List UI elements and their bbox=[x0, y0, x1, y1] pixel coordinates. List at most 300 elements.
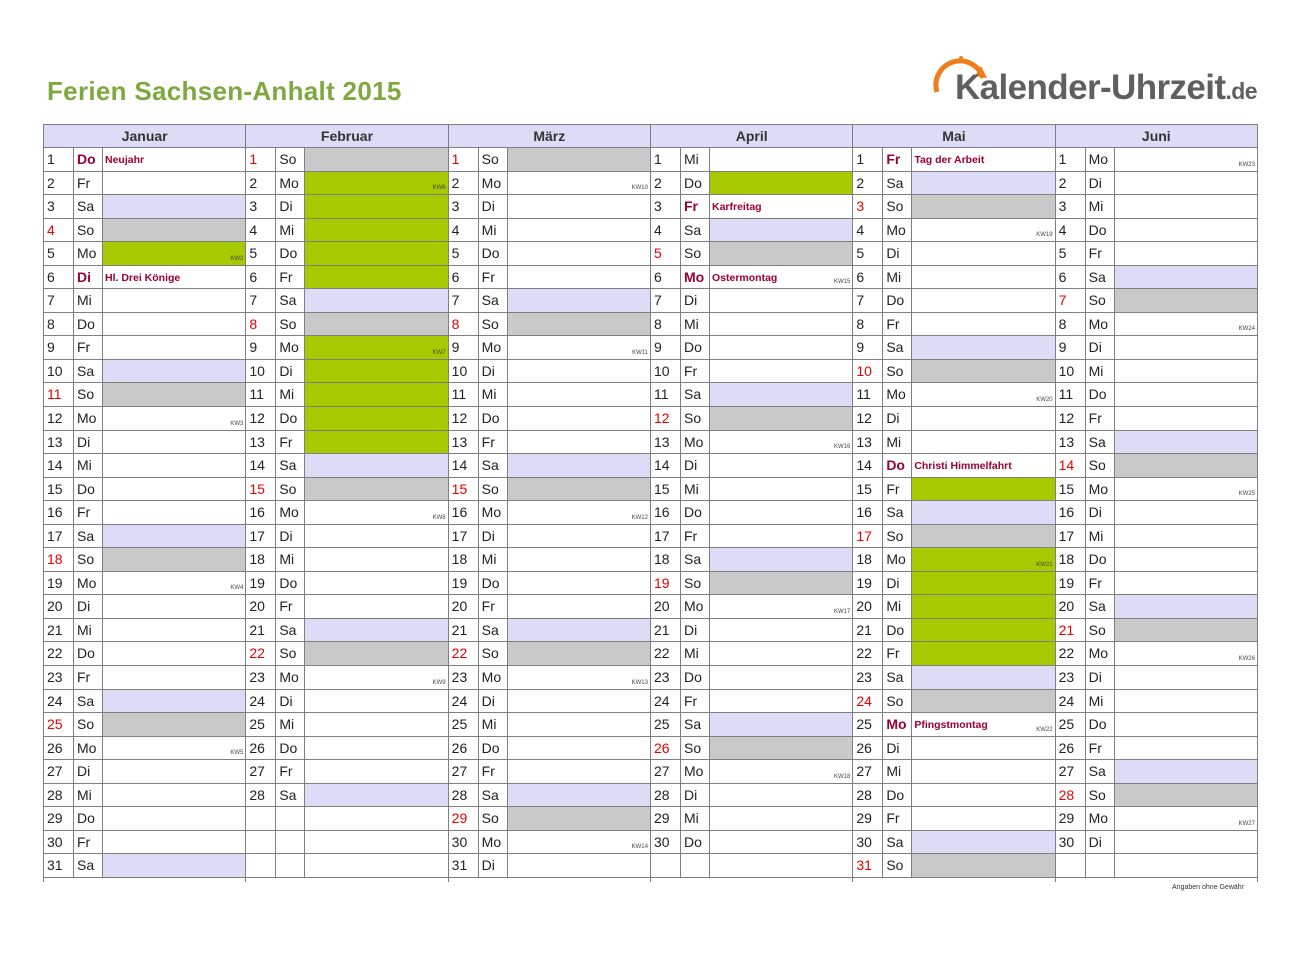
week-number: KW3 bbox=[230, 420, 244, 427]
day-number: 18 bbox=[1056, 548, 1086, 571]
week-number: KW14 bbox=[631, 844, 648, 851]
day-number: 30 bbox=[449, 831, 479, 854]
weekday: Fr bbox=[681, 195, 710, 218]
day-row bbox=[1056, 854, 1257, 878]
weekday: Mi bbox=[681, 642, 710, 665]
day-entry bbox=[912, 195, 1054, 218]
day-number: 23 bbox=[853, 666, 883, 689]
day-entry bbox=[710, 148, 852, 171]
weekday: Fr bbox=[883, 148, 912, 171]
weekday: So bbox=[74, 713, 103, 736]
day-number: 5 bbox=[246, 242, 276, 265]
day-number: 29 bbox=[44, 807, 74, 830]
day-number: 18 bbox=[246, 548, 276, 571]
day-row bbox=[853, 148, 1054, 172]
day-number: 16 bbox=[651, 501, 681, 524]
day-number: 5 bbox=[449, 242, 479, 265]
day-number: 22 bbox=[1056, 642, 1086, 665]
month-column-februar bbox=[246, 125, 448, 882]
day-entry bbox=[508, 713, 650, 736]
day-entry bbox=[710, 336, 852, 359]
day-entry bbox=[1115, 831, 1257, 854]
day-row bbox=[1056, 289, 1257, 313]
weekday: Mi bbox=[883, 595, 912, 618]
day-row bbox=[651, 501, 852, 525]
day-row bbox=[449, 548, 650, 572]
day-row bbox=[1056, 360, 1257, 384]
day-number: 15 bbox=[449, 478, 479, 501]
day-number: 13 bbox=[1056, 431, 1086, 454]
day-row bbox=[44, 572, 245, 596]
day-number: 26 bbox=[1056, 737, 1086, 760]
day-row bbox=[246, 195, 447, 219]
day-row bbox=[853, 642, 1054, 666]
weekday: Mo bbox=[276, 666, 305, 689]
logo-name: Kalender-Uhrzeit bbox=[955, 68, 1226, 107]
day-number: 5 bbox=[651, 242, 681, 265]
weekday: Fr bbox=[681, 360, 710, 383]
day-row bbox=[853, 572, 1054, 596]
weekday: Mo bbox=[479, 336, 508, 359]
weekday: So bbox=[276, 148, 305, 171]
day-entry bbox=[508, 760, 650, 783]
day-row bbox=[651, 642, 852, 666]
day-row bbox=[1056, 336, 1257, 360]
day-entry bbox=[912, 407, 1054, 430]
day-number: 13 bbox=[449, 431, 479, 454]
weekday: Mo bbox=[276, 501, 305, 524]
day-entry bbox=[103, 760, 245, 783]
day-number: 8 bbox=[44, 313, 74, 336]
day-row bbox=[651, 595, 852, 619]
day-entry bbox=[710, 383, 852, 406]
weekday: So bbox=[276, 313, 305, 336]
weekday: Do bbox=[681, 336, 710, 359]
day-row bbox=[44, 737, 245, 761]
day-entry bbox=[710, 172, 852, 195]
day-number: 10 bbox=[853, 360, 883, 383]
day-entry bbox=[912, 595, 1054, 618]
weekday: So bbox=[681, 407, 710, 430]
weekday: Do bbox=[883, 619, 912, 642]
day-number: 23 bbox=[1056, 666, 1086, 689]
disclaimer-note: Angaben ohne Gewähr bbox=[1172, 884, 1244, 891]
weekday: So bbox=[74, 219, 103, 242]
day-row bbox=[449, 666, 650, 690]
weekday: Do bbox=[1086, 713, 1115, 736]
day-entry bbox=[305, 383, 447, 406]
day-entry bbox=[508, 383, 650, 406]
day-number: 1 bbox=[1056, 148, 1086, 171]
day-entry bbox=[710, 572, 852, 595]
day-entry bbox=[508, 219, 650, 242]
day-row bbox=[44, 313, 245, 337]
day-entry bbox=[1115, 572, 1257, 595]
day-number: 15 bbox=[44, 478, 74, 501]
day-entry bbox=[103, 172, 245, 195]
day-row bbox=[853, 713, 1054, 737]
day-number: 24 bbox=[651, 690, 681, 713]
day-row bbox=[44, 478, 245, 502]
weekday: Mo bbox=[681, 266, 710, 289]
day-entry bbox=[103, 831, 245, 854]
day-row bbox=[651, 619, 852, 643]
day-row bbox=[651, 148, 852, 172]
day-entry bbox=[103, 454, 245, 477]
day-entry bbox=[710, 525, 852, 548]
day-row bbox=[246, 784, 447, 808]
weekday: Fr bbox=[74, 172, 103, 195]
day-row bbox=[1056, 831, 1257, 855]
day-row bbox=[44, 690, 245, 714]
weekday: So bbox=[1086, 289, 1115, 312]
week-number: KW23 bbox=[1238, 161, 1255, 168]
weekday: Sa bbox=[883, 666, 912, 689]
holiday-name: Hl. Drei Könige bbox=[105, 271, 181, 284]
day-entry bbox=[710, 195, 852, 218]
day-number: 27 bbox=[449, 760, 479, 783]
day-entry bbox=[710, 642, 852, 665]
day-row bbox=[1056, 501, 1257, 525]
day-row bbox=[44, 172, 245, 196]
day-number: 8 bbox=[246, 313, 276, 336]
week-number: KW11 bbox=[632, 349, 648, 356]
weekday: Fr bbox=[681, 690, 710, 713]
day-row bbox=[449, 525, 650, 549]
day-number: 31 bbox=[44, 854, 74, 877]
day-row bbox=[449, 172, 650, 196]
day-row bbox=[1056, 737, 1257, 761]
weekday: Fr bbox=[479, 760, 508, 783]
day-row bbox=[1056, 666, 1257, 690]
day-row bbox=[44, 548, 245, 572]
day-entry bbox=[103, 572, 245, 595]
weekday: Do bbox=[479, 407, 508, 430]
weekday: Do bbox=[479, 572, 508, 595]
day-number: 29 bbox=[1056, 807, 1086, 830]
week-number: KW6 bbox=[432, 185, 446, 192]
weekday: Di bbox=[74, 266, 103, 289]
day-number: 4 bbox=[246, 219, 276, 242]
day-row bbox=[44, 760, 245, 784]
day-entry bbox=[1115, 478, 1257, 501]
weekday: Sa bbox=[1086, 760, 1115, 783]
day-row bbox=[449, 760, 650, 784]
weekday: So bbox=[276, 642, 305, 665]
weekday: Do bbox=[74, 313, 103, 336]
day-row bbox=[853, 478, 1054, 502]
day-number: 29 bbox=[651, 807, 681, 830]
day-number: 5 bbox=[1056, 242, 1086, 265]
day-entry bbox=[103, 501, 245, 524]
day-entry bbox=[1115, 784, 1257, 807]
day-number: 3 bbox=[44, 195, 74, 218]
day-number: 17 bbox=[651, 525, 681, 548]
day-entry bbox=[912, 572, 1054, 595]
weekday: Do bbox=[276, 407, 305, 430]
day-number: 11 bbox=[1056, 383, 1086, 406]
day-row bbox=[449, 690, 650, 714]
day-number: 3 bbox=[853, 195, 883, 218]
day-row bbox=[651, 242, 852, 266]
day-row bbox=[651, 548, 852, 572]
day-entry bbox=[103, 313, 245, 336]
day-number: 2 bbox=[1056, 172, 1086, 195]
day-number: 10 bbox=[1056, 360, 1086, 383]
day-entry bbox=[710, 666, 852, 689]
day-entry bbox=[710, 266, 852, 289]
day-number: 30 bbox=[853, 831, 883, 854]
day-number: 2 bbox=[246, 172, 276, 195]
day-row bbox=[651, 807, 852, 831]
weekday: Mi bbox=[276, 713, 305, 736]
day-entry bbox=[305, 454, 447, 477]
day-number: 24 bbox=[449, 690, 479, 713]
day-number: 10 bbox=[44, 360, 74, 383]
week-number: KW26 bbox=[1238, 656, 1255, 663]
weekday: So bbox=[681, 242, 710, 265]
day-number: 5 bbox=[44, 242, 74, 265]
day-entry bbox=[710, 289, 852, 312]
day-number bbox=[246, 807, 276, 830]
day-row bbox=[651, 336, 852, 360]
weekday: Sa bbox=[681, 713, 710, 736]
weekday: Di bbox=[883, 572, 912, 595]
weekday: Di bbox=[479, 525, 508, 548]
day-row bbox=[449, 336, 650, 360]
day-number: 2 bbox=[449, 172, 479, 195]
holiday-name: Christi Himmelfahrt bbox=[914, 460, 1012, 473]
weekday bbox=[1086, 854, 1115, 877]
weekday: So bbox=[681, 572, 710, 595]
day-number: 14 bbox=[1056, 454, 1086, 477]
day-entry bbox=[710, 690, 852, 713]
day-entry bbox=[912, 525, 1054, 548]
weekday: Fr bbox=[883, 807, 912, 830]
day-row bbox=[1056, 642, 1257, 666]
weekday: So bbox=[681, 737, 710, 760]
weekday: Fr bbox=[74, 666, 103, 689]
weekday: Di bbox=[1086, 831, 1115, 854]
day-entry bbox=[508, 642, 650, 665]
logo[interactable] bbox=[921, 44, 1257, 114]
day-row bbox=[449, 195, 650, 219]
day-entry bbox=[103, 219, 245, 242]
day-number: 29 bbox=[449, 807, 479, 830]
day-row bbox=[44, 854, 245, 878]
weekday: Fr bbox=[681, 525, 710, 548]
day-entry bbox=[103, 383, 245, 406]
weekday: Di bbox=[681, 619, 710, 642]
day-entry bbox=[305, 760, 447, 783]
day-row bbox=[246, 407, 447, 431]
day-number: 6 bbox=[246, 266, 276, 289]
day-row bbox=[1056, 266, 1257, 290]
day-entry bbox=[305, 360, 447, 383]
weekday: So bbox=[276, 478, 305, 501]
day-row bbox=[44, 148, 245, 172]
day-entry bbox=[103, 666, 245, 689]
day-number: 9 bbox=[651, 336, 681, 359]
weekday: Do bbox=[883, 454, 912, 477]
weekday: Fr bbox=[883, 313, 912, 336]
day-row bbox=[1056, 242, 1257, 266]
day-entry bbox=[305, 690, 447, 713]
weekday bbox=[681, 854, 710, 877]
week-number: KW2 bbox=[230, 255, 244, 262]
weekday: Do bbox=[1086, 383, 1115, 406]
day-entry bbox=[912, 713, 1054, 736]
day-number: 21 bbox=[1056, 619, 1086, 642]
day-number: 12 bbox=[1056, 407, 1086, 430]
day-row bbox=[449, 642, 650, 666]
day-row bbox=[44, 289, 245, 313]
day-row bbox=[449, 360, 650, 384]
day-row bbox=[853, 737, 1054, 761]
weekday: Sa bbox=[883, 336, 912, 359]
day-number: 7 bbox=[1056, 289, 1086, 312]
day-row bbox=[246, 336, 447, 360]
month-column-januar bbox=[44, 125, 246, 882]
day-number: 13 bbox=[246, 431, 276, 454]
weekday: Sa bbox=[74, 854, 103, 877]
weekday: Do bbox=[681, 831, 710, 854]
day-number: 21 bbox=[44, 619, 74, 642]
weekday: Do bbox=[74, 478, 103, 501]
weekday: Do bbox=[681, 172, 710, 195]
day-number: 23 bbox=[246, 666, 276, 689]
day-entry bbox=[103, 431, 245, 454]
day-entry bbox=[710, 784, 852, 807]
weekday: Sa bbox=[276, 784, 305, 807]
day-row bbox=[246, 383, 447, 407]
weekday: Fr bbox=[1086, 572, 1115, 595]
day-row bbox=[853, 454, 1054, 478]
day-entry bbox=[912, 548, 1054, 571]
weekday: Mo bbox=[883, 383, 912, 406]
day-number: 8 bbox=[1056, 313, 1086, 336]
day-number: 4 bbox=[651, 219, 681, 242]
day-row bbox=[449, 431, 650, 455]
day-row bbox=[1056, 572, 1257, 596]
day-entry bbox=[508, 454, 650, 477]
weekday: Sa bbox=[681, 548, 710, 571]
weekday: So bbox=[479, 148, 508, 171]
day-entry bbox=[710, 619, 852, 642]
day-number: 24 bbox=[1056, 690, 1086, 713]
weekday: Di bbox=[276, 690, 305, 713]
day-number: 27 bbox=[1056, 760, 1086, 783]
day-entry bbox=[710, 760, 852, 783]
weekday: Mi bbox=[74, 619, 103, 642]
day-entry bbox=[912, 666, 1054, 689]
day-number: 8 bbox=[449, 313, 479, 336]
day-entry bbox=[710, 548, 852, 571]
day-number: 9 bbox=[853, 336, 883, 359]
day-entry bbox=[1115, 807, 1257, 830]
day-number bbox=[246, 854, 276, 877]
weekday: Fr bbox=[1086, 737, 1115, 760]
day-entry bbox=[103, 595, 245, 618]
month-header: Januar bbox=[44, 125, 245, 148]
day-row bbox=[651, 831, 852, 855]
day-number: 27 bbox=[44, 760, 74, 783]
weekday: Di bbox=[74, 595, 103, 618]
day-entry bbox=[1115, 195, 1257, 218]
day-row bbox=[1056, 595, 1257, 619]
holiday-name: Karfreitag bbox=[711, 201, 762, 214]
weekday: Di bbox=[74, 431, 103, 454]
weekday: Sa bbox=[681, 219, 710, 242]
day-entry bbox=[305, 431, 447, 454]
day-row bbox=[44, 713, 245, 737]
day-row bbox=[44, 619, 245, 643]
day-entry bbox=[710, 242, 852, 265]
day-entry bbox=[103, 784, 245, 807]
day-row bbox=[246, 501, 447, 525]
day-number: 4 bbox=[853, 219, 883, 242]
weekday: Mi bbox=[74, 784, 103, 807]
day-entry bbox=[1115, 525, 1257, 548]
weekday: So bbox=[74, 548, 103, 571]
day-entry bbox=[1115, 854, 1257, 877]
day-entry bbox=[912, 690, 1054, 713]
day-number: 9 bbox=[1056, 336, 1086, 359]
weekday: Mi bbox=[479, 383, 508, 406]
day-number: 12 bbox=[246, 407, 276, 430]
day-row bbox=[853, 289, 1054, 313]
day-number: 18 bbox=[449, 548, 479, 571]
day-entry bbox=[912, 360, 1054, 383]
day-entry bbox=[710, 713, 852, 736]
day-entry bbox=[912, 313, 1054, 336]
day-number: 28 bbox=[246, 784, 276, 807]
day-number: 17 bbox=[1056, 525, 1086, 548]
weekday: So bbox=[883, 525, 912, 548]
weekday: So bbox=[1086, 454, 1115, 477]
weekday: Mo bbox=[681, 431, 710, 454]
month-header: Februar bbox=[246, 125, 447, 148]
day-row bbox=[246, 454, 447, 478]
day-row bbox=[44, 195, 245, 219]
day-row bbox=[449, 595, 650, 619]
week-number: KW25 bbox=[1238, 491, 1255, 498]
day-entry bbox=[305, 619, 447, 642]
day-row bbox=[246, 313, 447, 337]
day-row bbox=[853, 313, 1054, 337]
weekday: Mo bbox=[479, 831, 508, 854]
day-number: 28 bbox=[853, 784, 883, 807]
day-entry bbox=[508, 807, 650, 830]
weekday: Sa bbox=[74, 690, 103, 713]
day-row bbox=[853, 360, 1054, 384]
day-row bbox=[246, 666, 447, 690]
weekday: Mo bbox=[681, 595, 710, 618]
day-row bbox=[449, 454, 650, 478]
weekday: Do bbox=[681, 666, 710, 689]
day-entry bbox=[1115, 172, 1257, 195]
day-number: 2 bbox=[44, 172, 74, 195]
day-entry bbox=[912, 431, 1054, 454]
day-row bbox=[853, 525, 1054, 549]
day-entry bbox=[508, 431, 650, 454]
month-column-märz bbox=[449, 125, 651, 882]
weekday: Di bbox=[276, 195, 305, 218]
day-number: 24 bbox=[246, 690, 276, 713]
day-entry bbox=[912, 289, 1054, 312]
day-row bbox=[449, 407, 650, 431]
day-row bbox=[44, 266, 245, 290]
